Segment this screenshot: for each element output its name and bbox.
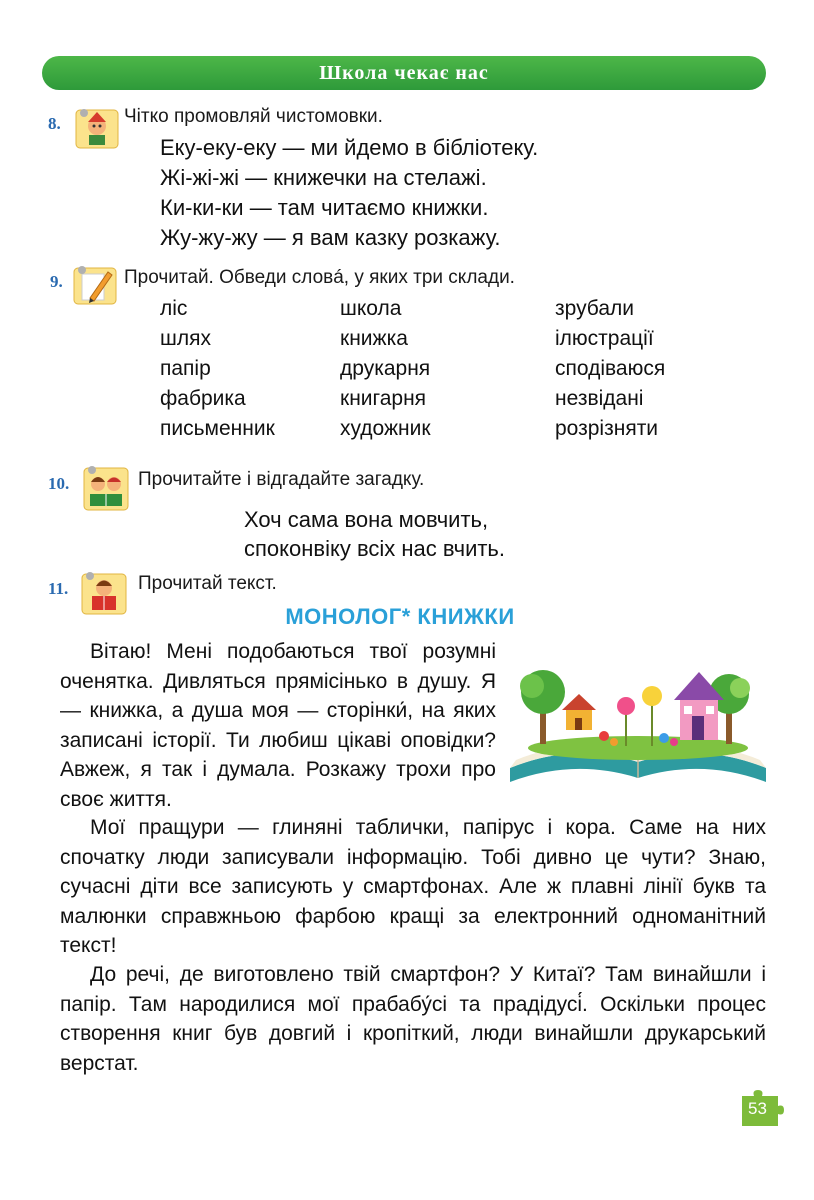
story-paragraph: Мої пращури — глиняні таблички, папірус і кора. Саме на них спочатку люди записували інформацію. Тобі дивно це чути? Знаю, сучасні діти все записують у смартфонах. Але ж плавні лінії букв та малюнки справжньою фарбою кращі за електронний одноманітний текст! [60,816,766,957]
word-item: художник [340,417,431,440]
word-item: сподіваюся [555,357,666,380]
story-paragraph: До речі, де виготовлено твій смартфон? У Китаї? Там винайшли і папір. Там народилися мої прабабу́сі та прадідусі́. Оскільки процес створення книг був довгий і кропіткий, люди винайшли друкарський верстат. [60,963,766,1075]
children-reading-icon [80,462,132,514]
page-number: 53 [748,1099,767,1118]
tongue-twister-line: Жі-жі-жі — книжечки на стелажі. [160,165,487,190]
word-item: письменник [160,417,275,440]
riddle-line: споконвіку всіх нас вчить. [244,536,506,561]
riddle-line: Хоч сама вона мовчить, [244,507,489,532]
word-item: книгарня [340,387,427,410]
pencil-icon [70,262,120,308]
word-item: книжка [340,327,408,350]
word-item: друкарня [340,357,431,380]
open-book-illustration [504,650,772,790]
word-item: папір [160,357,211,380]
page-number-badge [738,1088,784,1128]
exercise-9-instruction: Прочитай. Обведи словá, у яких три склади. [124,267,515,288]
tongue-twister-line: Жу-жу-жу — я вам казку розкажу. [160,225,501,250]
tongue-twister-line: Ки-ки-ки — там читаємо книжки. [160,195,489,220]
exercise-8-number: 8. [48,114,61,133]
tongue-twister-icon [72,104,122,152]
word-item: розрізняти [555,417,659,440]
word-item: фабрика [160,387,246,410]
exercise-11-instruction: Прочитай текст. [138,573,277,594]
exercise-10-number: 10. [48,474,70,493]
section-title: Школа чекає нас [319,61,489,84]
word-item: школа [340,297,402,320]
section-header-bar [42,56,766,90]
word-item: шлях [160,327,211,350]
story-title: МОНОЛОГ* КНИЖКИ [285,604,515,629]
word-item: незвідані [555,387,644,410]
story-paragraph: Вітаю! Мені подобаються твої розумні оченятка. Дивляться прямісінько в душу. Я — книжка, а душа моя — сторінки́, на яких записані історії. Ти любиш цікаві оповідки? Авжеж, я так і думала. Розкажу трохи про своє життя. [60,640,496,811]
word-item: зрубали [555,297,635,320]
exercise-11-number: 11. [48,579,69,598]
exercise-10-instruction: Прочитайте і відгадайте загадку. [138,469,425,490]
tongue-twister-line: Еку-еку-еку — ми йдемо в бібліотеку. [160,135,539,160]
exercise-8-instruction: Чітко промовляй чистомовки. [124,106,383,127]
word-item: ліс [160,297,188,320]
word-item: ілюстрації [555,327,654,350]
exercise-9-number: 9. [50,272,63,291]
